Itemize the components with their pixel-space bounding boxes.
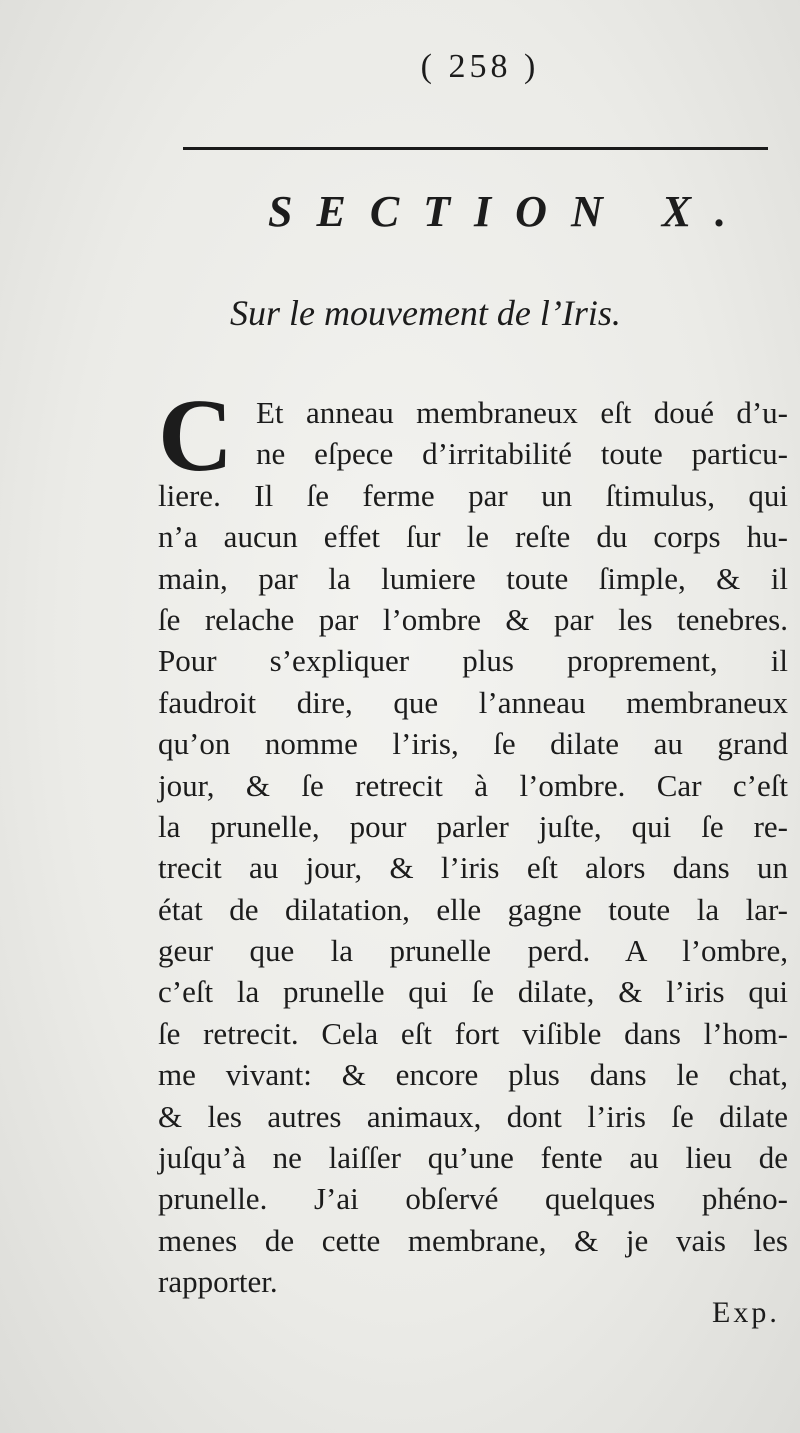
- body-paragraph: [158, 378, 788, 1303]
- text-line: ſe relache par l’ombre & par les tenebres.: [158, 601, 788, 637]
- text-line: c’eſt la prunelle qui ſe dilate, & l’iris qui: [158, 974, 788, 1010]
- text-line: état de dilatation, elle gagne toute la lar-: [158, 891, 788, 927]
- text-line: la prunelle, pour parler juſte, qui ſe re-: [158, 808, 788, 844]
- section-subtitle: Sur le mouvement de l’Iris.: [230, 293, 621, 333]
- text-line: prunelle. J’ai obſervé quelques phéno-: [158, 1181, 788, 1217]
- text-line: Pour s’expliquer plus proprement, il: [158, 643, 788, 679]
- drop-cap: C: [158, 378, 234, 493]
- text-line: menes de cette membrane, & je vais les: [158, 1222, 788, 1258]
- header-rule: [183, 147, 768, 150]
- text-line: ſe retrecit. Cela eſt fort viſible dans l’hom-: [158, 1015, 788, 1051]
- text-line: n’a aucun effet ſur le reſte du corps hu-: [158, 519, 788, 555]
- text-line: qu’on nomme l’iris, ſe dilate au grand: [158, 726, 788, 762]
- section-heading: SECTION X.: [268, 187, 751, 236]
- text-line: Et anneau membraneux eſt doué d’u-: [256, 395, 788, 430]
- text-line: rapporter.: [158, 1264, 278, 1300]
- text-line: faudroit dire, que l’anneau membraneux: [158, 684, 788, 720]
- text-line: jour, & ſe retrecit à l’ombre. Car c’eſt: [158, 767, 788, 803]
- text-line: geur que la prunelle perd. A l’ombre,: [158, 933, 788, 969]
- text-line: me vivant: & encore plus dans le chat,: [158, 1057, 788, 1093]
- text-line: juſqu’à ne laiſſer qu’une fente au lieu de: [158, 1140, 788, 1176]
- text-line: liere. Il ſe ferme par un ſtimulus, qui: [158, 477, 788, 513]
- text-line: & les autres animaux, dont l’iris ſe dilate: [158, 1098, 788, 1134]
- text-line: trecit au jour, & l’iris eſt alors dans un: [158, 850, 788, 886]
- text-line: main, par la lumiere toute ſimple, & il: [158, 560, 788, 596]
- page-number: ( 258 ): [420, 48, 540, 85]
- text-line: ne eſpece d’irritabilité toute particu-: [256, 436, 788, 472]
- catchword: Exp.: [712, 1296, 780, 1329]
